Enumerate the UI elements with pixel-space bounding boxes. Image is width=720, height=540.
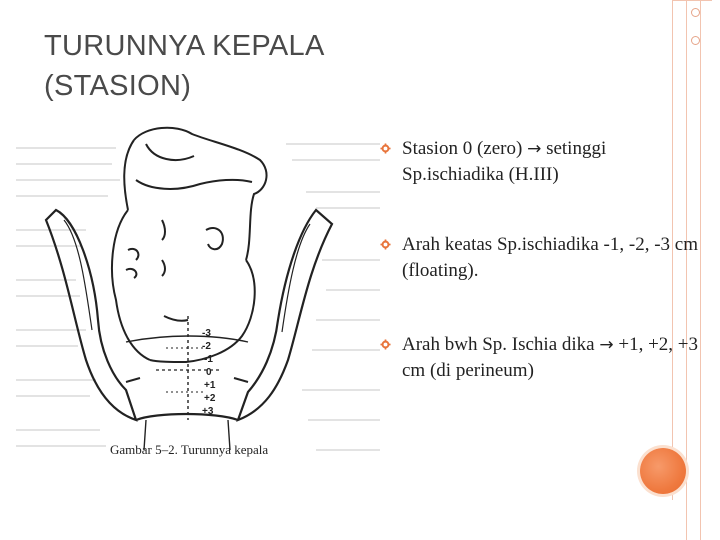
station-label-minus-2: -2 (202, 341, 211, 352)
station-label-minus-3: -3 (202, 328, 211, 339)
page-title (44, 26, 444, 106)
decorative-rail-top (672, 0, 712, 1)
gear-icon (380, 339, 391, 350)
gear-icon (380, 143, 391, 154)
bullet-item-3 (380, 332, 702, 384)
bullet-1-text-after: setinggi Sp.ischiadika (H.III) (402, 138, 607, 185)
arrow-right-icon: → (599, 335, 614, 355)
bullet-3-text-before: Arah bwh Sp. Ischia dika (402, 334, 600, 355)
title-line-2: (STASION) (44, 70, 192, 102)
station-label-0: 0 (206, 367, 212, 378)
fetus-drawing (112, 128, 267, 362)
pelvis-drawing (46, 210, 332, 450)
station-label-plus-1: +1 (204, 380, 216, 391)
station-label-plus-3: +3 (202, 406, 214, 417)
bullet-item-2 (380, 232, 702, 284)
station-scale (156, 316, 222, 420)
title-line-1: TURUNNYA KEPALA (44, 30, 325, 62)
bullet-1-text-before: Stasion 0 (zero) (402, 138, 528, 159)
fetal-head-station-illustration (16, 120, 380, 480)
bullet-item-1 (380, 136, 702, 188)
station-label-plus-2: +2 (204, 393, 216, 404)
gear-icon (380, 239, 391, 250)
rail-dot-upper (691, 36, 700, 45)
station-label-minus-1: -1 (204, 354, 213, 365)
bullet-2-text: Arah keatas Sp.ischiadika -1, -2, -3 cm (floating). (402, 234, 698, 281)
orange-circle-decoration (640, 448, 686, 494)
bullet-3-text-after: +1, +2, +3 cm (di perineum) (402, 334, 699, 381)
rail-dot-top (691, 8, 700, 17)
arrow-right-icon: → (527, 139, 542, 159)
figure-caption: Gambar 5–2. Turunnya kepala (110, 442, 269, 457)
